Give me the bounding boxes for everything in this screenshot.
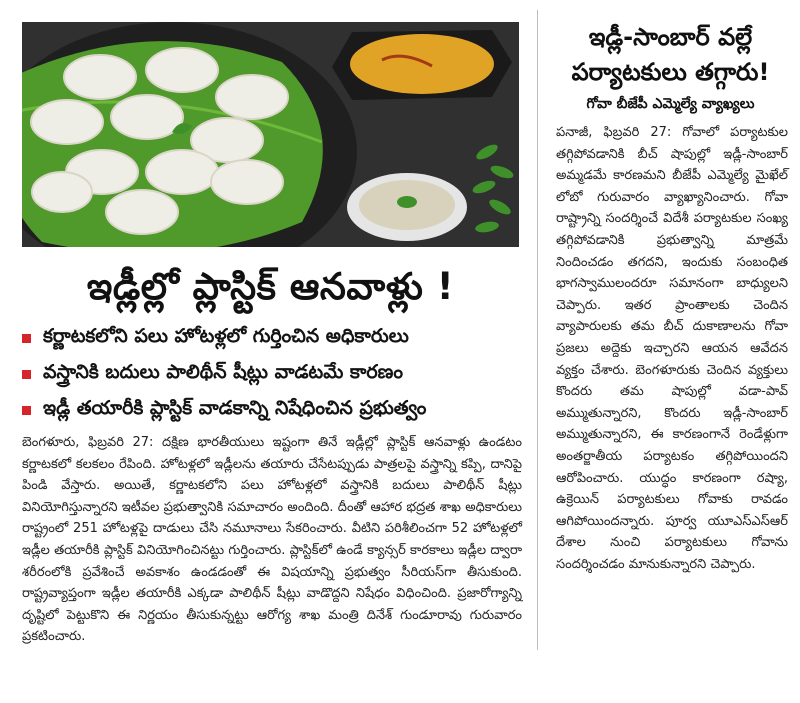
highlight-item <box>22 392 522 428</box>
side-article-body <box>556 122 788 575</box>
idli-photo <box>22 22 519 247</box>
side-article-paragraph: పనాజీ, ఫిబ్రవరి 27: గోవాలో పర్యాటకుల తగ్గిపోవడానికి బీచ్ షాపుల్లో ఇడ్లీ-సాంబార్ అమ్మడమే కారణమని బీజేపీ ఎమ్మెల్యే మైఖేల్ లోబో గురువారం వ్యాఖ్యానించారు. గోవా రాష్ట్రాన్ని సందర్శించే విదేశీ పర్యాటకుల సంఖ్య తగ్గిపోవడానికి ప్రభుత్వాన్ని మాత్రమే నిందించడం తగదని, ఇందుకు సంబంధిత భాగస్వాములందరూ సమానంగా బాధ్యులని చెప్పారు. ఇతర ప్రాంతాలకు చెందిన వ్యాపారులకు తమ బీచ్ దుకాణాలను గోవా ప్రజలు అద్దెకు ఇచ్చారని ఆయన ఆవేదన వ్యక్తం చేశారు. బెంగళూరుకు చెందిన వ్యక్తులు కొందరు తమ షాపుల్లో వడా-పావ్ అమ్ముతున్నారని, కొందరు ఇడ్లీ-సాంబార్ అమ్ముతున్నారని, ఈ కారణంగానే రెండేళ్లుగా అంతర్జాతీయ పర్యాటకం తగ్గిపోయిందని ఆరోపించారు. యుద్ధం కారణంగా రష్యా, ఉక్రెయిన్ పర్యాటకులు గోవాకు రావడం ఆగిపోయిందన్నారు. పూర్వ యూఎస్ఎస్ఆర్ దేశాల నుంచి పర్యాటకులు గోవాను సందర్శించడం మానుకున్నారని చెప్పారు. <box>556 125 788 572</box>
highlight-item <box>22 356 522 392</box>
article-headline: ఇడ్లీల్లో ప్లాస్టిక్ ఆనవాళ్లు ! <box>86 265 455 308</box>
bullet-square-icon <box>22 334 31 343</box>
highlight-list <box>22 320 522 428</box>
column-divider <box>537 10 538 650</box>
highlight-item <box>22 320 522 356</box>
side-headline-line1: ఇడ్లీ-సాంబార్ వల్లే <box>588 23 753 51</box>
side-subheadline: గోవా బీజేపీ ఎమ్మెల్యే వ్యాఖ్యలు <box>586 96 755 112</box>
article-paragraph: బెంగళూరు, ఫిబ్రవరి 27: దక్షిణ భారతీయులు ఇష్టంగా తినే ఇడ్లీల్లో ప్లాస్టిక్ ఆనవాళ్లు ఉండటం కర్ణాటకలో కలకలం రేపింది. హోటళ్లలో ఇడ్లీలను తయారు చేసేటప్పుడు పాత్రలపై వస్త్రాన్ని కప్పి, దానిపై పిండి వేస్తారు. అయితే, కర్ణాటకలోని పలు హోటళ్లలో వస్త్రానికి బదులు పాలిథీన్ షీట్లు వినియోగిస్తున్నారని ఇటీవల ప్రభుత్వానికి సమాచారం అందింది. దీంతో ఆహార భద్రత శాఖ అధికారులు రాష్ట్రంలో 251 హోటళ్లపై దాడులు చేసి నమూనాలు సేకరించారు. వీటిని పరిశీలించగా 52 హోటళ్లలో ఇడ్లీల తయారీకి ప్లాస్టిక్ వినియోగించినట్టు గుర్తించారు. ప్లాస్టిక్‌లో ఉండే క్యాన్సర్ కారకాలు ఇడ్లీల ద్వారా శరీరంలోకి ప్రవేశించే అవకాశం ఉండడంతో ఈ విషయాన్ని ప్రభుత్వం సీరియస్‌గా తీసుకుంది. రాష్ట్రవ్యాప్తంగా ఇడ్లీల తయారీకి ఎక్కడా పాలిథీన్ షీట్లు వాడొద్దని నిషేధం విధించింది. ప్రజారోగ్యాన్ని దృష్టిలో పెట్టుకొని ఈ నిర్ణయం తీసుకున్నట్టు ఆరోగ్య శాఖ మంత్రి దినేశ్ గుండూరావు గురువారం ప్రకటించారు. <box>22 435 522 645</box>
bullet-square-icon <box>22 406 31 415</box>
side-article-header <box>548 20 793 116</box>
bullet-square-icon <box>22 370 31 379</box>
highlight-text: వస్త్రానికి బదులు పాలిథీన్ షీట్లు వాడటమే కారణం <box>43 360 403 383</box>
side-headline-line2: పర్యాటకులు తగ్గారు! <box>571 58 770 86</box>
highlight-text: ఇడ్లీ తయారీకి ప్లాస్టిక్ వాడకాన్ని నిషేధించిన ప్రభుత్వం <box>43 396 427 419</box>
highlight-text: కర్ణాటకలోని పలు హోటళ్లలో గుర్తించిన అధికారులు <box>43 324 409 347</box>
article-body <box>22 432 522 648</box>
